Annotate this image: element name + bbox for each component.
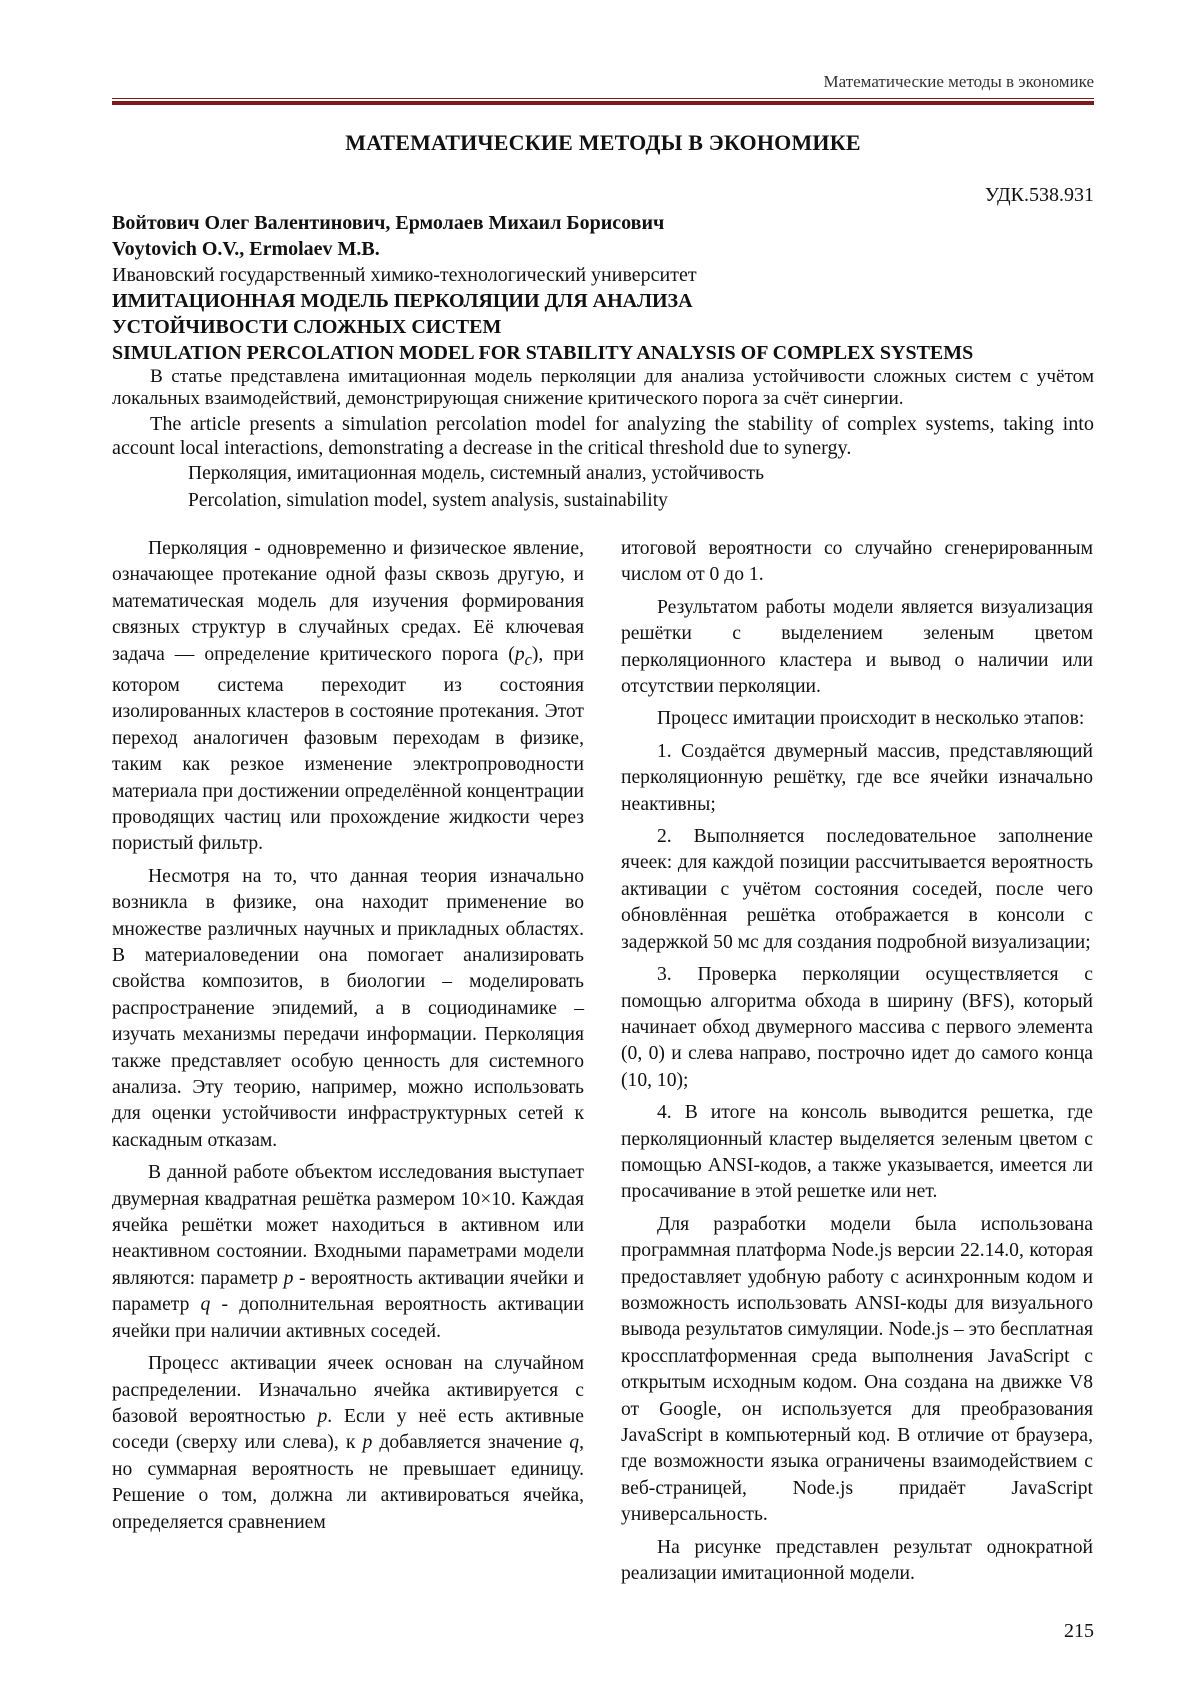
paragraph: Несмотря на то, что данная теория изначально возникла в физике, она находит применение во множестве различных научных и прикладных областях. В материаловедении она помогает анализировать свойства композитов, в биологии – моделировать распространение эпидемий, а в социодинамике – изучать механизмы передачи информации. Перколяция также представляет особую ценность для системного анализа. Эту теорию, например, можно использовать для оценки устойчивости инфраструктурных сетей к каскадным отказам. (112, 865, 584, 1151)
title-en: SIMULATION PERCOLATION MODEL FOR STABILITY ANALYSIS OF COMPLEX SYSTEMS (112, 342, 974, 364)
abstract-block (112, 366, 1094, 514)
paragraph: Процесс имитации происходит в несколько этапов: (657, 708, 1085, 730)
paragraph: Процесс активации ячеек основан на случайном распределении. Изначально ячейка активируется с базовой вероятностью p. Если у неё есть активные соседи (сверху или слева), к p добавляется значение q, но суммарная вероятность не превышает единицу. Решение о том, должна ли активироваться ячейка, определяется сравнением (112, 1353, 584, 1533)
paragraph: итоговой вероятности со случайно сгенерированным числом от 0 до 1. (621, 538, 1093, 586)
header-rule-thin (112, 98, 1094, 99)
authors-en: Voytovich O.V., Ermolaev M.B. (112, 238, 380, 260)
list-item: 2. Выполняется последовательное заполнение ячеек: для каждой позиции рассчитывается вероятность активации с учётом состояния соседей, после чего обновлённая решётка отображается в консоли с задержкой 50 мс для создания подробной визуализации; (621, 826, 1093, 953)
right-column (621, 536, 1093, 1593)
authors-ru: Войтович Олег Валентинович, Ермолаев Михаил Борисович (112, 212, 665, 234)
page-number: 215 (1064, 1620, 1094, 1642)
paragraph: В данной работе объектом исследования выступает двумерная квадратная решётка размером 10×10. Каждая ячейка решётки может находиться в активном или неактивном состоянии. Входными параметрами модели являются: параметр p - вероятность активации ячейки и параметр q - дополнительная вероятность активации ячейки при наличии активных соседей. (112, 1162, 584, 1342)
affiliation: Ивановский государственный химико-технологический университет (112, 264, 697, 286)
header-rule-thick (112, 101, 1094, 105)
udk-code: УДК.538.931 (984, 184, 1094, 206)
abstract-ru: В статье представлена имитационная модель перколяции для анализа устойчивости сложных систем с учётом локальных взаимодействий, демонстрирующая снижение критического порога за счёт синергии. (112, 366, 1094, 409)
title-ru-line2: УСТОЙЧИВОСТИ СЛОЖНЫХ СИСТЕМ (112, 316, 502, 338)
running-head: Математические методы в экономике (823, 72, 1094, 91)
list-item: 3. Проверка перколяции осуществляется с помощью алгоритма обхода в ширину (BFS), который начинает обход двумерного массива с первого элемента (0, 0) и слева направо, построчно идет до самого конца (10, 10); (621, 964, 1093, 1091)
title-ru-line1: ИМИТАЦИОННАЯ МОДЕЛЬ ПЕРКОЛЯЦИИ ДЛЯ АНАЛИЗА (112, 290, 693, 312)
list-item: 4. В итоге на консоль выводится решетка, где перколяционный кластер выделяется зеленым цветом с помощью ANSI-кодов, а также указывается, имеется ли просачивание в этой решетке или нет. (621, 1102, 1093, 1203)
paragraph: На рисунке представлен результат однократной реализации имитационной модели. (621, 1536, 1093, 1585)
left-column (112, 536, 584, 1542)
paragraph: Результатом работы модели является визуализация решётки с выделением зеленым цветом перколяционного кластера и вывод о наличии или отсутствии перколяции. (621, 596, 1093, 698)
paragraph: Для разработки модели была использована программная платформа Node.js версии 22.14.0, которая предоставляет удобную работу с асинхронным кодом и возможность использовать ANSI-коды для визуального вывода результатов симуляции. Node.js – это бесплатная кроссплатформенная среда выполнения JavaScript с открытым исходным кодом. Она создана на движке V8 от Google, он используется для преобразования JavaScript в компьютерный код. В отличие от браузера, где возможности языка ограничены взаимодействием с веб-страницей, Node.js придаёт JavaScript универсальность. (621, 1213, 1093, 1526)
keywords-ru: Перколяция, имитационная модель, системный анализ, устойчивость (188, 463, 764, 484)
keywords-en: Percolation, simulation model, system analysis, sustainability (188, 490, 668, 511)
list-item: 1. Создаётся двумерный массив, представляющий перколяционную решётку, где все ячейки изначально неактивны; (621, 740, 1093, 815)
abstract-en: The article presents a simulation percolation model for analyzing the stability of complex systems, taking into account local interactions, demonstrating a decrease in the critical threshold due to synergy. (112, 413, 1094, 459)
article-header (112, 210, 1094, 366)
paragraph: Перколяция - одновременно и физическое явление, означающее протекание одной фазы сквозь другую, и математическая модель для изучения формирования связных структур в случайных средах. Её ключевая задача — определение критического порога $(p_c)$, при котором система переходит из состояния изолированных кластеров в состояние протекания. Этот переход аналогичен фазовым переходам в физике, таким как резкое изменение электропроводности материала при достижении определённой концентрации проводящих частиц или прохождение жидкости через пористый фильтр. (112, 538, 584, 855)
section-title: МАТЕМАТИЧЕСКИЕ МЕТОДЫ В ЭКОНОМИКЕ (345, 130, 861, 155)
